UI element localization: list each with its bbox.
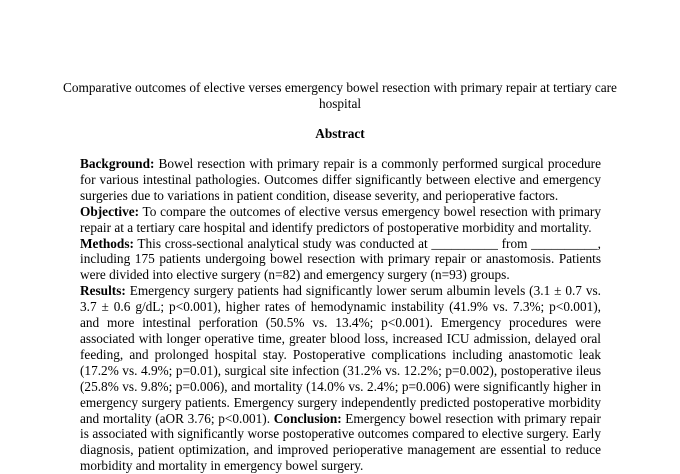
methods-label: Methods: xyxy=(80,235,134,251)
paper-title: Comparative outcomes of elective verses emergency bowel resection with primary repair at tertiary care hospital xyxy=(63,80,617,111)
background-label: Background: xyxy=(80,156,155,171)
abstract-body xyxy=(80,156,601,474)
background-paragraph xyxy=(80,156,601,204)
abstract-heading: Abstract xyxy=(315,126,365,141)
conclusion-text: Emergency bowel resection with primary repair is associated with significantly worse postoperative outcomes compared to elective surgery. Early diagnosis, patient optimization, and improved perioperative management are essential to reduce morbidity and mortality in emergency bowel surgery. xyxy=(80,410,601,474)
results-paragraph xyxy=(80,283,601,474)
methods-paragraph xyxy=(80,236,601,284)
objective-text: To compare the outcomes of elective versus emergency bowel resection with primary repair at a tertiary care hospital and identify predictors of postoperative morbidity and mortality. xyxy=(80,203,601,235)
objective-paragraph xyxy=(80,204,601,236)
objective-label: Objective: xyxy=(80,203,140,219)
background-text: Bowel resection with primary repair is a commonly performed surgical procedure for various intestinal pathologies. Outcomes differ significantly between elective and emergency surgeries due to variations in patient condition, disease severity, and perioperative factors. xyxy=(80,156,601,203)
results-text: Emergency surgery patients had significantly lower serum albumin levels (3.1 ± 0.7 vs. 3.7 ± 0.6 g/dL; p<0.001), higher rates of hemodynamic instability (41.9% vs. 7.3%; p<0.001), and more intestinal perforation (50.5% vs. 13.4%; p<0.001). Emergency procedures were associated with longer operative time, greater blood loss, increased ICU admission, delayed oral feeding, and prolonged hospital stay. Postoperative complications including anastomotic leak (17.2% vs. 4.9%; p=0.01), surgical site infection (31.2% vs. 12.2%; p=0.002), postoperative ileus (25.8% vs. 9.8%; p=0.006), and mortality (14.0% vs. 2.4%; p=0.006) were significantly higher in emergency surgery patients. Emergency surgery independently predicted postoperative morbidity and mortality (aOR 3.76; p<0.001). xyxy=(80,283,601,426)
methods-text: This cross-sectional analytical study was conducted at __________ from __________, including 175 patients undergoing bowel resection with primary repair or anastomosis. Patients were divided into elective surgery (n=82) and emergency surgery (n=93) groups. xyxy=(80,235,601,283)
results-label: Results: xyxy=(80,283,126,299)
conclusion-label: Conclusion: xyxy=(273,410,342,426)
